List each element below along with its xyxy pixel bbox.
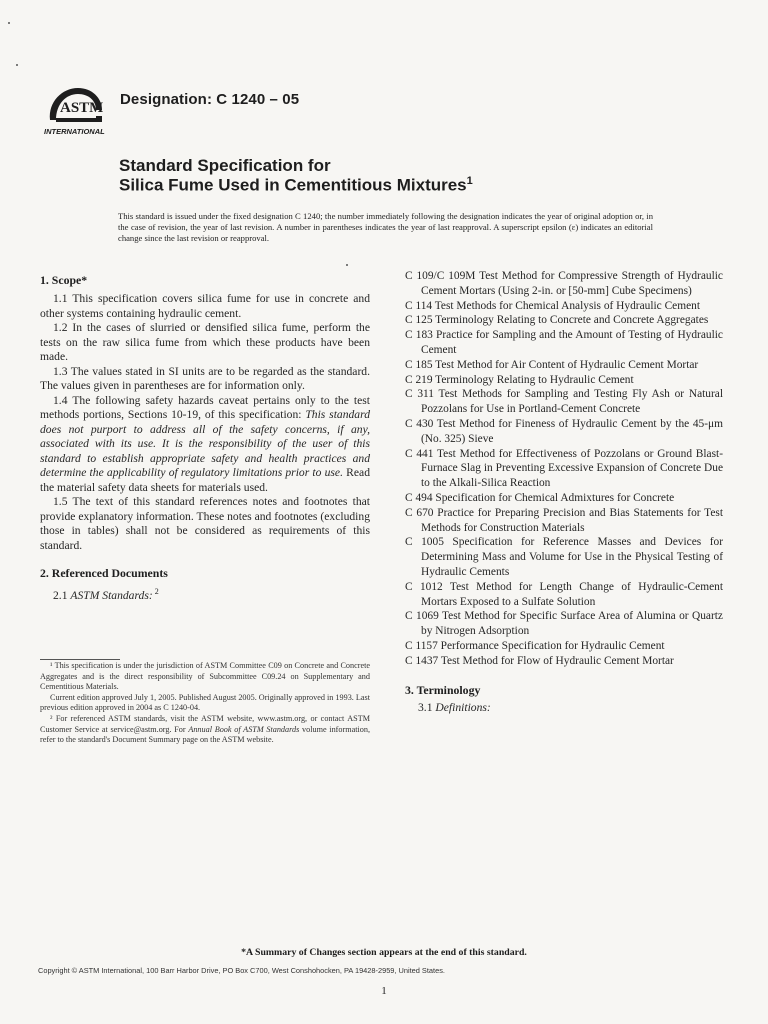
scan-speck (16, 64, 18, 66)
logo-subtext: INTERNATIONAL (44, 127, 105, 136)
reference-item: C 1157 Performance Specification for Hydraulic Cement (405, 639, 665, 652)
section-referenced-heading: 2. Referenced Documents (40, 566, 168, 580)
issuance-notice: This standard is issued under the fixed designation C 1240; the number immediately following the designation indicates the year of original adoption or, in the case of revision, the year of last revision. A number in parentheses indicates the year of last reapproval. A superscript epsilon (ε) indicates an editorial change since the last revision or reapproval. (118, 211, 653, 243)
reference-item: C 185 Test Method for Air Content of Hydraulic Cement Mortar (405, 358, 699, 371)
summary-of-changes-note: *A Summary of Changes section appears at the end of this standard. (241, 947, 527, 958)
reference-item: C 1069 Test Method for Specific Surface Area of Alumina or Quartz by Nitrogen Adsorption (405, 610, 723, 638)
reference-item: C 114 Test Methods for Chemical Analysis of Hydraulic Cement (405, 299, 700, 312)
title-text: Silica Fume Used in Cementitious Mixtures (119, 175, 467, 195)
terminology-3-1-num: 3.1 (418, 700, 436, 714)
logo-text: ASTM (60, 100, 104, 116)
title-line-1: Standard Specification for (119, 156, 331, 175)
reference-item: C 430 Test Method for Fineness of Hydraulic Cement by the 45-μm (No. 325) Sieve (405, 417, 723, 445)
referenced-2-1-num: 2.1 (53, 588, 71, 602)
footnote-2-text: ² For referenced ASTM standards, visit the ASTM website, www.astm.org, or contact ASTM Customer Service at service@astm.org. For (40, 713, 370, 734)
scope-1-2: 1.2 In the cases of slurried or densified silica fume, perform the tests on the raw silica fume from which these products have been made. (40, 321, 370, 363)
title-line-2 (119, 175, 473, 196)
astm-logo (40, 82, 112, 142)
reference-item: C 219 Terminology Relating to Hydraulic Cement (405, 373, 634, 386)
right-column (405, 269, 723, 715)
section-scope-heading: 1. Scope* (40, 273, 88, 287)
reference-item: C 125 Terminology Relating to Concrete and Concrete Aggregates (405, 314, 709, 327)
reference-item: C 670 Practice for Preparing Precision and Bias Statements for Test Methods for Construction Materials (405, 506, 723, 534)
terminology-3-1-label: Definitions: (435, 700, 491, 714)
terminology-3-1 (405, 701, 723, 716)
scan-speck (8, 22, 10, 24)
footnote-2-tail: volume information, refer to the standard's Document Summary page on the ASTM website. (40, 724, 371, 745)
referenced-2-1-label: ASTM Standards: (70, 588, 153, 602)
footnotes (40, 661, 370, 746)
scan-speck (346, 264, 348, 266)
reference-item: C 183 Practice for Sampling and the Amount of Testing of Hydraulic Cement (405, 329, 723, 356)
scope-1-4-tail: Read the material safety data sheets for materials used. (40, 466, 370, 494)
reference-item: C 1005 Specification for Reference Masses and Devices for Determining Mass and Volume for Use in the Physical Testing of Hydraulic Cements (405, 536, 723, 578)
section-terminology-heading: 3. Terminology (405, 682, 481, 697)
referenced-2-1-footnote: 2 (152, 587, 159, 596)
reference-item: C 1437 Test Method for Flow of Hydraulic Cement Mortar (405, 654, 674, 667)
footnote-2-book: Annual Book of ASTM Standards (188, 724, 300, 734)
scope-1-4-text: 1.4 The following safety hazards caveat pertains only to the test methods portions, Sections 10-19, of this specification: (40, 393, 370, 421)
scope-1-5: 1.5 The text of this standard references notes and footnotes that provide explanatory information. These notes and footnotes (excluding those in tables) shall not be considered as requirements of this standard. (40, 495, 370, 552)
footnote-2 (40, 714, 370, 746)
scope-1-4 (40, 394, 370, 496)
safety-caveat: This standard does not purport to address all of the safety concerns, if any, associated with its use. It is the responsibility of the user of this standard to establish appropriate safety and health practices and determine the applicability of regulatory limitations prior to use. (40, 408, 370, 479)
scope-1-1: 1.1 This specification covers silica fume for use in concrete and other systems containing hydraulic cement. (40, 292, 370, 320)
copyright: Copyright © ASTM International, 100 Barr Harbor Drive, PO Box C700, West Conshohocken, PA 19428-2959, United States. (38, 966, 445, 975)
footnote-1: ¹ This specification is under the jurisdiction of ASTM Committee C09 on Concrete and Concrete Aggregates and is the direct responsibility of Subcommittee C09.24 on Supplementary and Cementitious Materials. (40, 661, 370, 692)
scope-1-3: 1.3 The values stated in SI units are to be regarded as the standard. The values given in parentheses are for information only. (40, 364, 370, 392)
designation: Designation: C 1240 – 05 (120, 91, 300, 108)
reference-item: C 441 Test Method for Effectiveness of Pozzolans or Ground Blast-Furnace Slag in Preventing Excessive Expansion of Concrete Due to the Alkali-Silica Reaction (405, 447, 723, 490)
left-column (40, 273, 370, 603)
reference-item: C 109/C 109M Test Method for Compressive Strength of Hydraulic Cement Mortars (Using 2-in. or [50-mm] Cube Specimens) (405, 270, 723, 297)
reference-item: C 311 Test Methods for Sampling and Testing Fly Ash or Natural Pozzolans for Use in Portland-Cement Concrete (405, 388, 723, 416)
reference-item: C 494 Specification for Chemical Admixtures for Concrete (405, 491, 675, 504)
referenced-2-1 (40, 585, 370, 603)
reference-item: C 1012 Test Method for Length Change of Hydraulic-Cement Mortars Exposed to a Sulfate Solution (405, 580, 723, 608)
title-footnote-marker: 1 (466, 175, 473, 187)
footnote-1-edition: Current edition approved July 1, 2005. Published August 2005. Originally approved in 1993. Last previous edition approved in 2004 as C 1240-04. (40, 692, 370, 713)
footnote-divider (40, 659, 120, 660)
page-number: 1 (381, 985, 387, 997)
reference-list (405, 269, 723, 669)
